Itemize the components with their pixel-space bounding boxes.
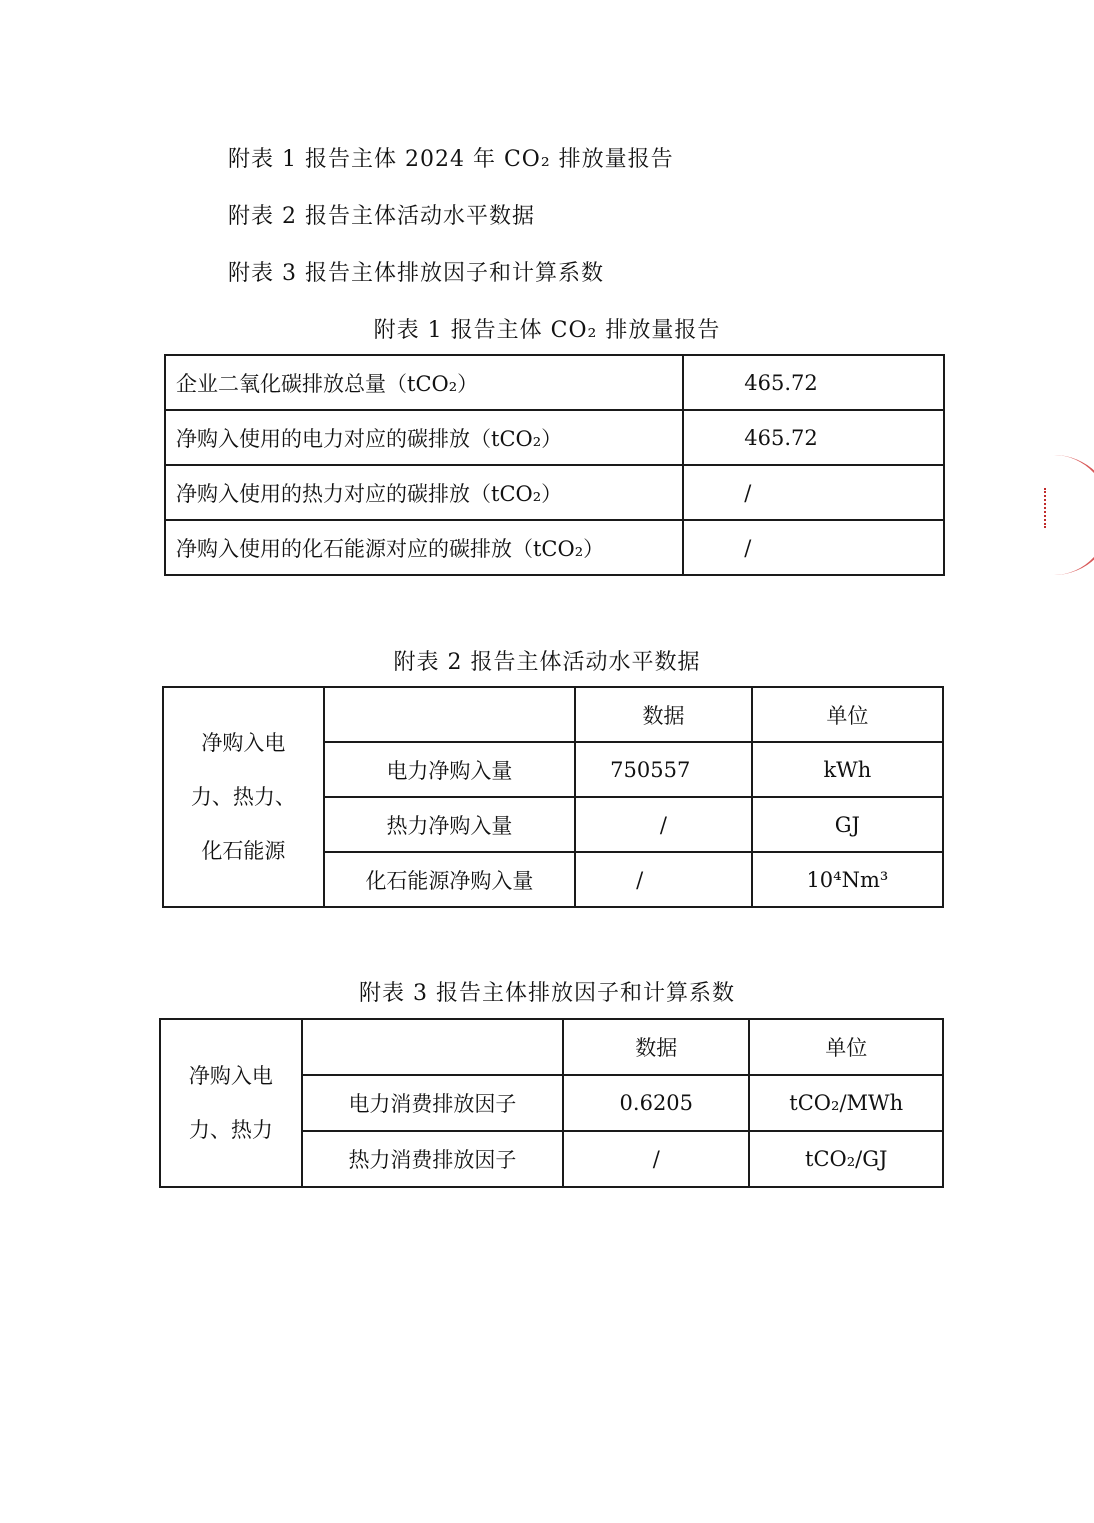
row-unit: tCO₂/GJ — [749, 1131, 943, 1187]
table1-caption: 附表 1 报告主体 CO₂ 排放量报告 — [373, 318, 721, 343]
row-item: 电力净购入量 — [324, 742, 575, 797]
header-data: 数据 — [575, 687, 752, 742]
group-label-line: 力、热力、 — [190, 785, 296, 809]
emission-factor-table — [159, 1018, 944, 1188]
row-label: 净购入使用的热力对应的碳排放（tCO₂） — [165, 465, 683, 520]
row-label: 企业二氧化碳排放总量（tCO₂） — [165, 355, 683, 410]
toc-line-3: 附表 3 报告主体排放因子和计算系数 — [228, 261, 604, 286]
row-value: 465.72 — [683, 410, 944, 465]
row-unit: 10⁴Nm³ — [752, 852, 943, 907]
row-unit: GJ — [752, 797, 943, 852]
table3-caption: 附表 3 报告主体排放因子和计算系数 — [359, 981, 735, 1006]
group-label-line: 化石能源 — [201, 839, 286, 863]
emissions-table — [164, 354, 945, 576]
table-row — [165, 465, 944, 520]
toc-line-2: 附表 2 报告主体活动水平数据 — [228, 204, 535, 229]
header-unit: 单位 — [752, 687, 943, 742]
table-row — [165, 410, 944, 465]
row-data: / — [575, 852, 752, 907]
row-data: / — [575, 797, 752, 852]
row-item: 热力净购入量 — [324, 797, 575, 852]
row-data: 750557 — [575, 742, 752, 797]
row-item: 电力消费排放因子 — [302, 1075, 563, 1131]
table-row — [165, 520, 944, 575]
table-row — [165, 355, 944, 410]
header-data: 数据 — [563, 1019, 749, 1075]
table-header-row — [160, 1019, 943, 1075]
row-unit: tCO₂/MWh — [749, 1075, 943, 1131]
red-seal-stamp — [1020, 455, 1094, 575]
group-label-line: 净购入电 — [201, 731, 286, 755]
row-value: / — [683, 520, 944, 575]
row-unit: kWh — [752, 742, 943, 797]
row-data: 0.6205 — [563, 1075, 749, 1131]
row-data: / — [563, 1131, 749, 1187]
toc-line-1: 附表 1 报告主体 2024 年 CO₂ 排放量报告 — [228, 147, 674, 172]
header-unit: 单位 — [749, 1019, 943, 1075]
row-label: 净购入使用的电力对应的碳排放（tCO₂） — [165, 410, 683, 465]
row-value: 465.72 — [683, 355, 944, 410]
row-value: / — [683, 465, 944, 520]
seal-marks — [1044, 488, 1052, 528]
row-item: 化石能源净购入量 — [324, 852, 575, 907]
group-label — [160, 1019, 302, 1187]
row-label: 净购入使用的化石能源对应的碳排放（tCO₂） — [165, 520, 683, 575]
table2-caption: 附表 2 报告主体活动水平数据 — [393, 650, 701, 675]
empty-header-cell — [302, 1019, 563, 1075]
activity-data-table — [162, 686, 944, 908]
table-header-row — [163, 687, 943, 742]
group-label-line: 力、热力 — [188, 1118, 273, 1142]
row-item: 热力消费排放因子 — [302, 1131, 563, 1187]
group-label-line: 净购入电 — [188, 1064, 273, 1088]
empty-header-cell — [324, 687, 575, 742]
group-label — [163, 687, 324, 907]
